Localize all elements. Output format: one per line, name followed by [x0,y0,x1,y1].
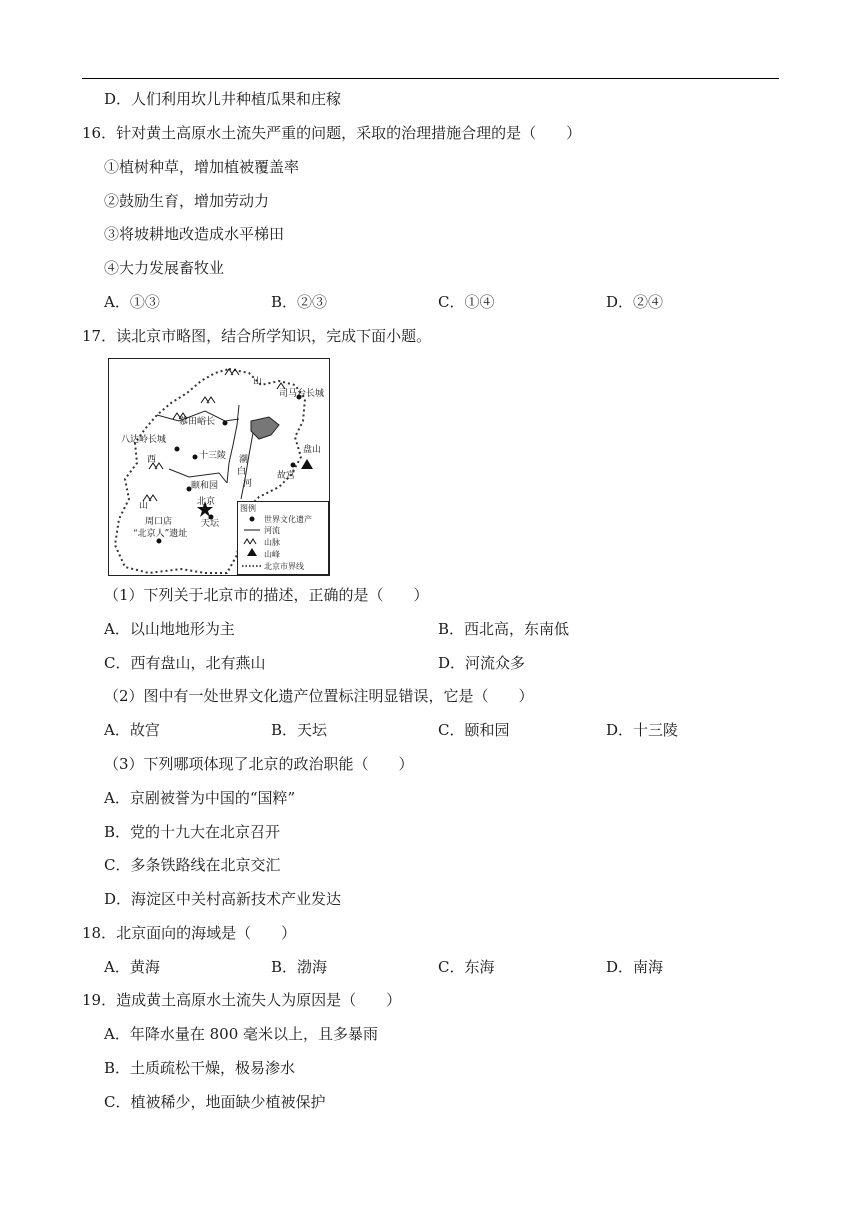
dot-zhoukoudian [157,539,162,544]
map-label-panshan: 盘山 [303,445,322,455]
q19-stem: 19．造成黄土高原水土流失人为原因是（ ） [82,991,402,1009]
map-label-he: 河 [243,479,253,489]
q17-3-option-d: D．海淀区中关村高新技术产业发达 [104,890,342,908]
map-label-badaling: 八达岭长城 [121,435,167,445]
q16-option-b: B．②③ [271,293,328,311]
q16-option-d: D．②④ [606,293,664,311]
map-label-simatai: 司马台长城 [279,389,325,399]
map-label-shan: 山 [253,377,263,387]
map-label-yiheyuan: 颐和园 [191,481,219,491]
q18-option-c: C．东海 [438,958,495,976]
header-rule [82,78,779,79]
map-label-mutianyu: 慕田峪长 [179,417,216,427]
dot-badaling [175,447,180,452]
legend-river: 河流 [264,526,280,535]
map-label-xi: 西 [147,455,157,465]
q17-3-option-a: A．京剧被誉为中国的“国粹” [104,789,296,807]
q17-2-option-c: C．颐和园 [438,721,510,739]
q17-1-option-d: D．河流众多 [438,654,526,672]
q17-3-option-c: C．多条铁路线在北京交汇 [104,856,281,874]
q17-1-stem: （1）下列关于北京市的描述，正确的是（ ） [104,586,429,604]
q19-option-a: A．年降水量在 800 毫米以上，且多暴雨 [104,1025,379,1043]
q16-option-a: A．①③ [104,293,160,311]
map-label-gugong: 故宫 [277,471,296,481]
q17-stem: 17．读北京市略图，结合所学知识，完成下面小题。 [82,327,432,345]
q17-3-stem: （3）下列哪项体现了北京的政治职能（ ） [104,755,414,773]
legend-mountain: 山脉 [264,538,280,547]
map-label-shan2: 山 [139,501,149,511]
beijing-map [108,358,330,576]
map-label-chao: 潮 [239,455,249,465]
legend-boundary: 北京市界线 [264,562,304,571]
q15-option-d: D．人们利用坎儿井种植瓜果和庄稼 [104,90,342,108]
reservoir [251,417,279,439]
q18-option-d: D．南海 [606,958,664,976]
q17-2-option-a: A．故宫 [104,721,160,739]
legend-peak: 山峰 [264,550,280,559]
q17-3-option-b: B．党的十九大在北京召开 [104,823,281,841]
q18-option-a: A．黄海 [104,958,160,976]
dot-mutianyu [223,421,228,426]
q18-stem: 18．北京面向的海域是（ ） [82,924,297,942]
q16-item-1: ①植树种草，增加植被覆盖率 [104,158,300,176]
q19-option-c: C．植被稀少，地面缺少植被保护 [104,1093,326,1111]
q16-item-3: ③将坡耕地改造成水平梯田 [104,225,285,243]
q16-stem: 16．针对黄土高原水土流失严重的问题，采取的治理措施合理的是（ ） [82,124,582,142]
q17-1-option-b: B．西北高，东南低 [438,620,570,638]
legend-title: 图例 [240,504,256,513]
q16-item-2: ②鼓励生育，增加劳动力 [104,192,270,210]
map-label-bai: 白 [237,467,247,477]
q18-option-b: B．渤海 [271,958,328,976]
q17-2-option-d: D．十三陵 [606,721,679,739]
map-label-tiantan: 天坛 [201,519,220,529]
q17-1-option-a: A．以山地地形为主 [104,620,235,638]
q19-option-b: B．土质疏松干燥，极易渗水 [104,1059,296,1077]
map-legend [237,501,329,575]
q17-2-option-b: B．天坛 [271,721,328,739]
dot-shisanling [193,455,198,460]
legend-heritage: 世界文化遗产 [264,515,312,524]
map-label-shisanling: 十三陵 [199,451,227,461]
q17-2-stem: （2）图中有一处世界文化遗产位置标注明显错误，它是（ ） [104,687,534,705]
q16-option-c: C．①④ [438,293,495,311]
map-label-zhoukoudian: 周口店 [145,517,173,527]
dot-gugong [291,463,296,468]
q17-1-option-c: C．西有盘山，北有燕山 [104,654,266,672]
peak-panshan [301,459,313,469]
q16-item-4: ④大力发展畜牧业 [104,259,225,277]
map-label-beijingren: “北京人”遗址 [133,529,188,539]
map-label-beijing: 北京 [197,497,216,507]
